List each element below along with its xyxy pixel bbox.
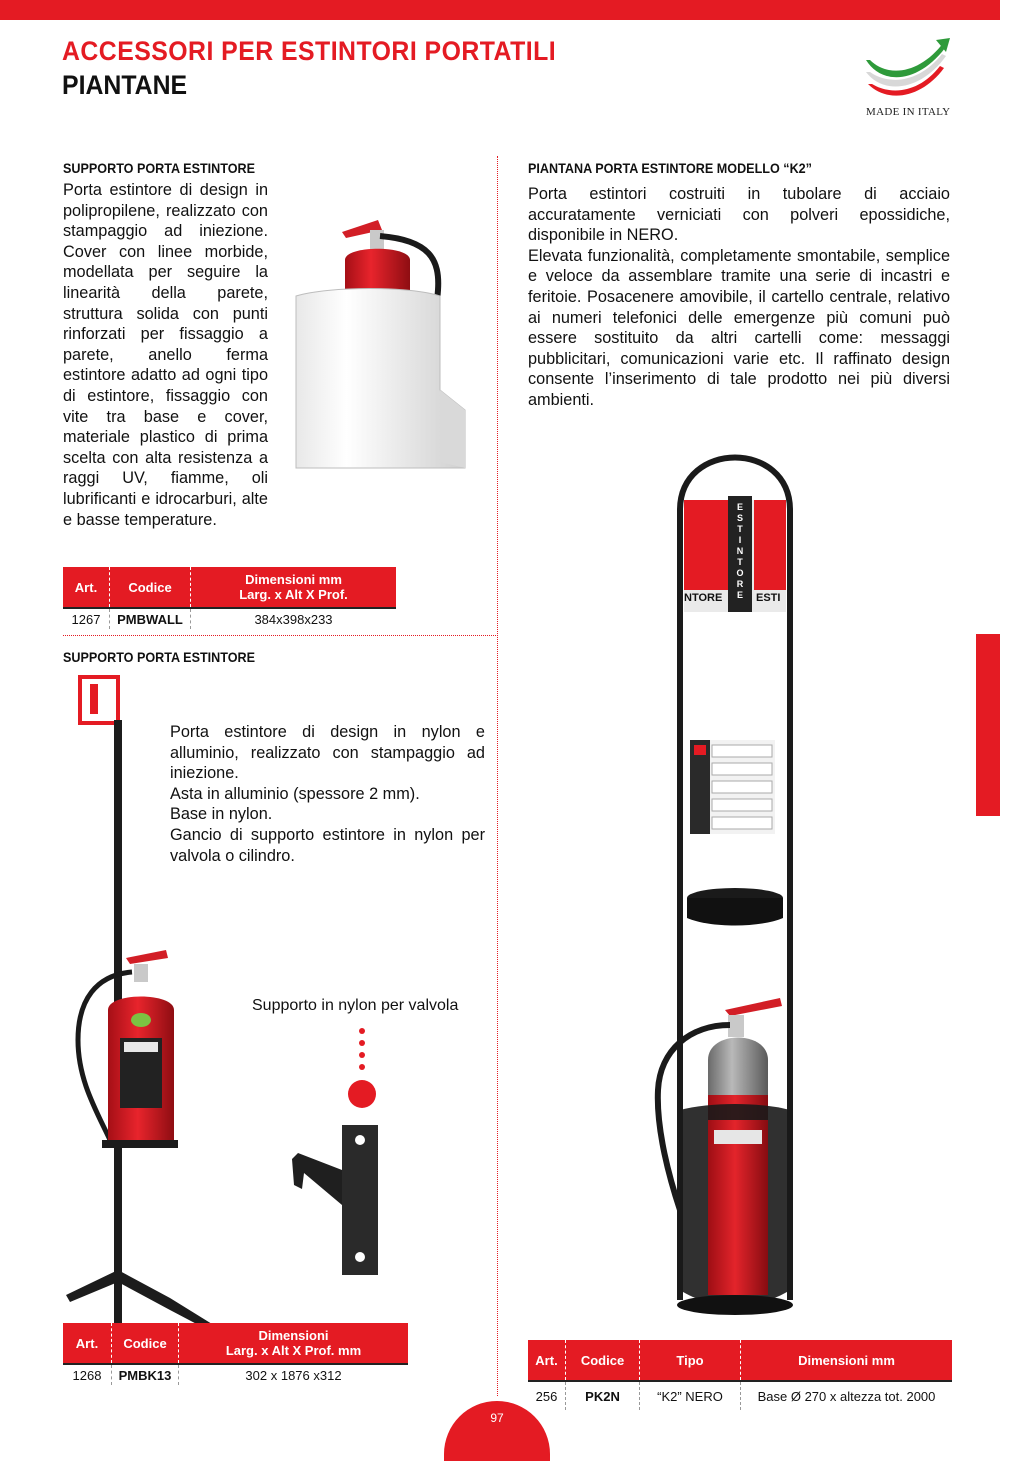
floor-stand-product-image [66,670,216,1330]
col-dim-line2: Larg. x Alt X Prof. mm [225,1343,362,1358]
section2-description [170,722,485,866]
section1-description [63,180,268,530]
hook-caption: Supporto in nylon per valvola [252,997,459,1014]
k2-stand-product-image [650,440,820,1320]
wall-holder-product-image [290,200,475,475]
section3-heading: PIANTANA PORTA ESTINTORE MODELLO “K2” [528,160,812,176]
col-dim-line1: Dimensioni [258,1328,329,1343]
page-title: ACCESSORI PER ESTINTORI PORTATILI [62,36,557,66]
section2-line-1: Porta estintore di design in nylon e alluminio, realizzato con stampaggio ad iniezione. [170,723,485,783]
section1-heading: SUPPORTO PORTA ESTINTORE [63,160,256,176]
col-dim-line1: Dimensioni mm [245,572,342,587]
col-art: Art. [63,1323,112,1364]
cell-codice: PMBK13 [112,1364,179,1385]
col-art: Art. [63,567,110,608]
section3-paragraph-1: Porta estintori costruiti in tubolare di acciaio accuratamente verniciati con polveri epossidiche, disponibile in NERO. [528,185,950,245]
cell-dim: 384x398x233 [191,608,397,629]
cell-dim: 302 x 1876 x312 [179,1364,409,1385]
col-art: Art. [528,1340,566,1381]
cell-art: 1268 [72,1367,102,1383]
made-in-italy-label: MADE IN ITALY [866,106,951,118]
cell-art: 1267 [71,611,101,627]
column-divider [497,156,498,1396]
section3-spec-table [528,1340,952,1410]
section3-paragraph-2: Elevata funzionalità, completamente smontabile, semplice e veloce da assemblare tramite una serie di incastri e feritoie. Posacenere amovibile, il cartello centrale, relativo ai numeri telefonici delle emergenze più comuni può essere sostituito da altri cartelli come: messaggi pubblicitari, comunicazioni varie etc. Il raffinato design consente l’inserimento di tale prodotto nei più diversi ambienti. [528,246,950,409]
section2-spec-table [63,1323,408,1385]
made-in-italy-logo-icon [862,38,952,100]
section3-description [528,184,950,411]
col-dimensioni: Dimensioni mm [741,1340,953,1381]
page-subtitle: PIANTANE [62,70,188,100]
section1-text: Porta estintore di design in polipropilene, realizzato con stampaggio ad iniezione. Cover con linee morbide, modellata per seguire la linearità della parete, struttura solida con punti rinforzati per fissaggio a parete, anello ferma estintore adatto ad ogni tipo di estintore, fissaggio con vite tra base e cover, materiale plastico di prima scelta con alta resistenza a raggi UV, fiamme, oli lubrificanti e idrocarburi, alte e basse temperature. [63,181,268,529]
section2-line-2: Asta in alluminio (spessore 2 mm). [170,784,420,803]
col-tipo: Tipo [640,1340,741,1381]
page-number-tab [444,1401,550,1461]
sign-right-text: ESTI [756,592,781,604]
table-row [63,1364,408,1385]
page-number: 97 [490,1411,504,1425]
section2-heading: SUPPORTO PORTA ESTINTORE [63,649,256,665]
sign-left-text: NTORE [684,592,723,604]
cell-art: 256 [535,1388,558,1404]
sign-vertical-text: E S T I N T O R E [736,502,744,600]
section1-spec-table [63,567,396,629]
table-row [528,1381,952,1410]
cell-dim: Base Ø 270 x altezza tot. 2000 [741,1381,953,1410]
col-dimensioni [191,567,397,608]
col-codice: Codice [566,1340,640,1381]
table-row [63,608,396,629]
cell-tipo: “K2” NERO [640,1381,741,1410]
col-dim-line2: Larg. x Alt X Prof. [239,587,348,602]
nylon-hook-image [280,1025,390,1275]
section-divider [63,635,496,636]
col-codice: Codice [110,567,191,608]
section2-line-4: Gancio di supporto estintore in nylon per valvola o cilindro. [170,825,485,865]
side-tab-marker [976,634,1000,816]
cell-codice: PK2N [566,1381,640,1410]
section2-line-3: Base in nylon. [170,805,273,824]
top-red-bar [0,0,1000,20]
cell-codice: PMBWALL [110,608,191,629]
col-codice: Codice [112,1323,179,1364]
col-dimensioni [179,1323,409,1364]
